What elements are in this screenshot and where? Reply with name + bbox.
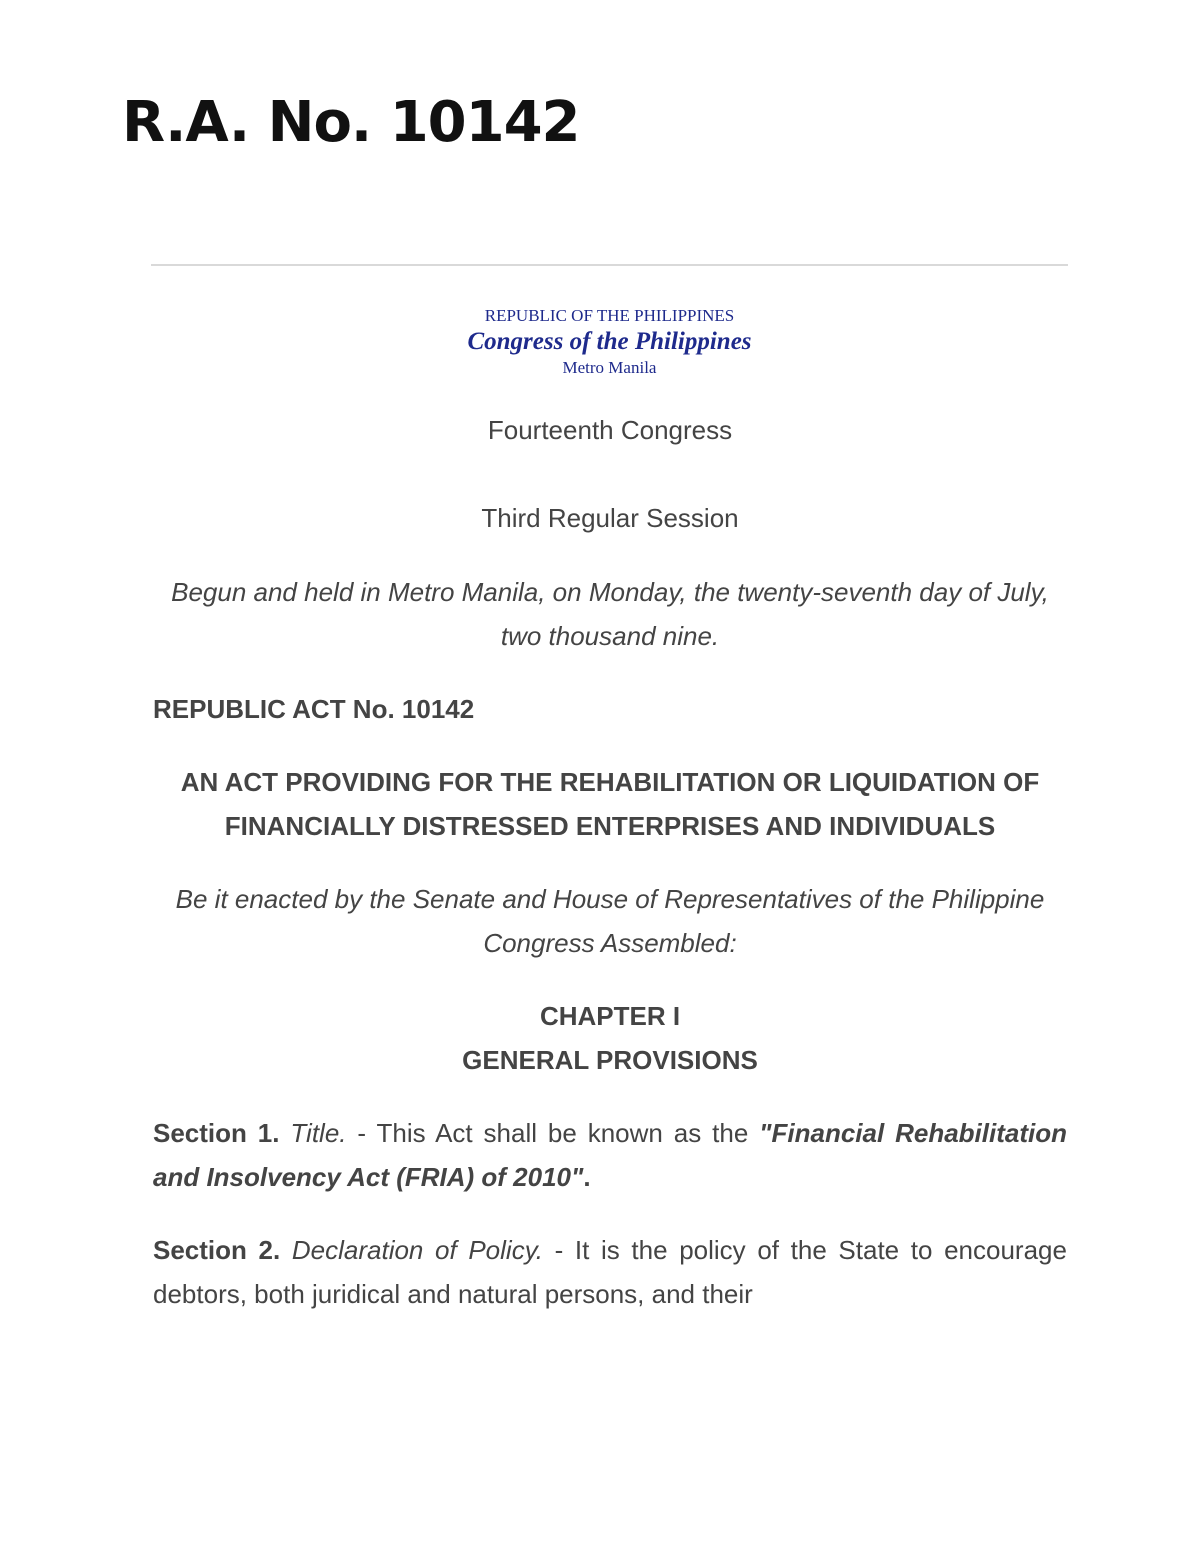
act-title: AN ACT PROVIDING FOR THE REHABILITATION OR LIQUIDATION OF FINANCIALLY DISTRESSED ENTERPRISES AND INDIVIDUALS [180,767,1040,841]
chapter-heading [153,994,1067,1082]
section-2-heading: Declaration of Policy. [291,1235,543,1265]
republic-act-number: REPUBLIC ACT No. 10142 [153,694,475,724]
section-1-tail: . [583,1162,591,1192]
enacting-clause: Be it enacted by the Senate and House of Representatives of the Philippine Congress Assembled: [175,884,1045,958]
section-1 [153,1111,1067,1199]
section-1-heading: Title. [290,1118,347,1148]
page-title: R.A. No. 10142 [122,90,580,155]
chapter-number: CHAPTER I [539,1001,681,1031]
chapter-title: GENERAL PROVISIONS [462,1045,758,1075]
congress-label: Fourteenth Congress [487,415,733,445]
document-body [153,408,1067,1345]
section-2-label: Section 2. [153,1235,281,1265]
letterhead-city: Metro Manila [562,358,657,377]
letterhead-congress: Congress of the Philippines [467,328,752,355]
letterhead-republic: REPUBLIC OF THE PHILIPPINES [484,306,735,325]
section-1-short-title: "Financial Rehabilitation and Insolvency Act (FRIA) of 2010" [153,1118,1067,1192]
section-1-text: - This Act shall be known as the [346,1118,760,1148]
session-label: Third Regular Session [481,503,739,533]
section-2 [153,1228,1067,1316]
congress-letterhead [151,305,1068,379]
section-2-text: - It is the policy of the State to encourage debtors, both juridical and natural persons, and their [153,1235,1067,1309]
section-1-label: Section 1. [153,1118,280,1148]
divider [151,264,1068,266]
begun-text: Begun and held in Metro Manila, on Monday, the twenty-seventh day of July, two thousand nine. [171,577,1049,651]
